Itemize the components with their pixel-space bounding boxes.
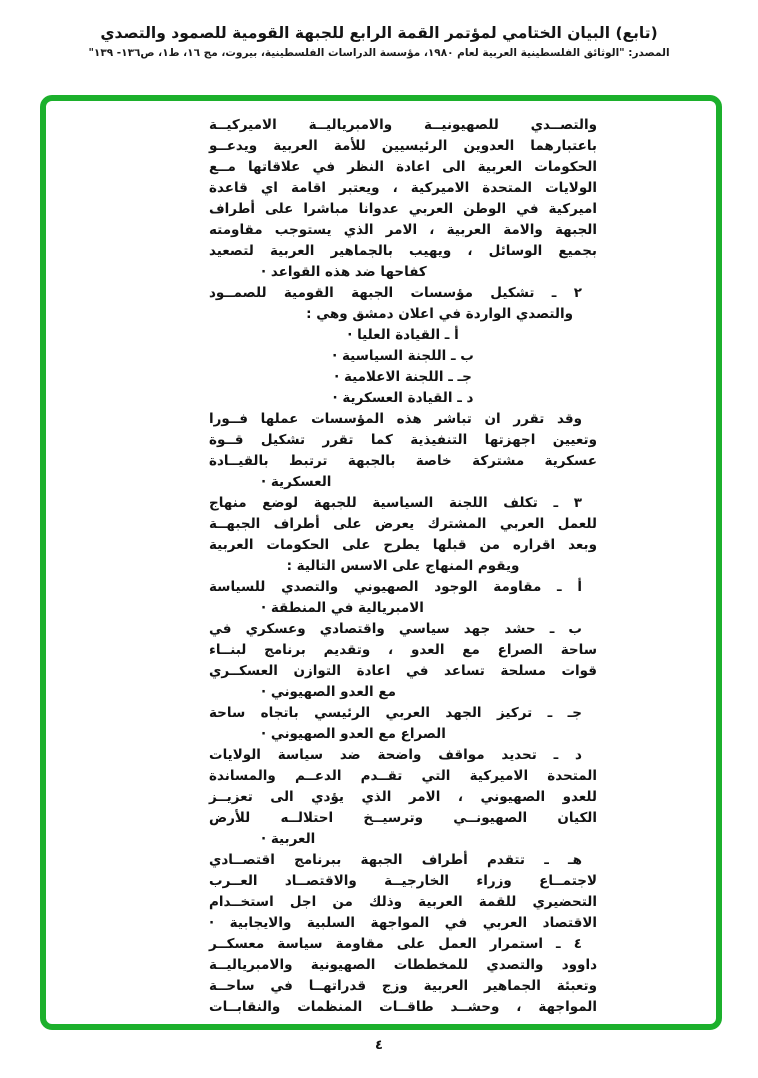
text-line: والتصــدي للصهيونيــة والامبرياليــة الاميركيــة <box>209 117 597 133</box>
text-line: هـ ـ تتقدم أطراف الجبهة ببرنامج اقتصــادي <box>209 852 582 868</box>
document-header <box>0 24 758 59</box>
text-line: للعدو الصهيوني ، الامر الذي يؤدي الى تعزيــز <box>209 789 597 805</box>
text-line: بجميع الوسائل ، ويهيب بالجماهير العربية لتصعيد <box>209 243 597 259</box>
text-line: وقد تقرر ان تباشر هذه المؤسسات عملها فــورا <box>209 411 582 427</box>
text-line: الجبهة والامة العربية ، الامر الذي يستوجب مقاومته <box>209 222 597 238</box>
list-item: جـ ـ اللجنة الاعلامية · <box>334 369 472 385</box>
text-line: كفاحها ضد هذه القواعد · <box>261 264 427 280</box>
page-number: ٤ <box>375 1038 383 1053</box>
text-line: اميركية في الوطن العربي عدوانا مباشرا على أطراف <box>209 201 597 217</box>
text-line: المواجهة ، وحشــد طاقــات المنظمات والنقابــات <box>209 999 597 1015</box>
document-source: المصدر: "الوثائق الفلسطينية العربية لعام ١٩٨٠، مؤسسة الدراسات الفلسطينية، بيروت، مج ١٦، ط١، ص١٣٦- ١٣٩" <box>88 47 670 59</box>
text-line: العربية · <box>261 831 316 847</box>
text-line: باعتبارهما العدوين الرئيسيين للأمة العربية ويدعــو <box>209 138 597 154</box>
text-line: ٤ ـ استمرار العمل على مقاومة سياسة معسكــر <box>209 936 582 952</box>
text-line: الحكومات العربية الى اعادة النظر في علاقاتها مــع <box>209 159 597 175</box>
text-line: الولايات المتحدة الاميركية ، ويعتبر اقامة اي قاعدة <box>209 180 597 196</box>
text-line: الاقتصاد العربي في المواجهة السلبية والايجابية · <box>209 915 597 931</box>
text-line: داوود والتصدي للمخططات الصهيونية والامبرياليــة <box>209 957 597 973</box>
text-line: لاجتمــاع وزراء الخارجيــة والاقتصــاد العــرب <box>209 873 597 889</box>
text-line: للعمل العربي المشترك يعرض على أطراف الجبهــة <box>209 516 597 532</box>
text-line: وتعيين اجهزتها التنفيذية كما تقرر تشكيل قــوة <box>209 432 597 448</box>
text-line: العسكرية · <box>261 474 332 490</box>
text-line: وبعد اقراره من قبلها يطرح على الحكومات العربية <box>209 537 597 553</box>
text-line: الكيان الصهيونــي وترسيــخ احتلالــه للأرض <box>209 810 597 826</box>
list-item: د ـ القيادة العسكرية · <box>332 390 474 406</box>
text-line: وتعبئة الجماهير العربية وزج قدراتهــا في ساحــة <box>209 978 597 994</box>
text-line: الامبريالية في المنطقة · <box>261 600 424 616</box>
text-line: والتصدي الواردة في اعلان دمشق وهي : <box>306 306 573 322</box>
text-line: جـ ـ تركيز الجهد العربي الرئيسي باتجاه ساحة <box>209 705 582 721</box>
text-line: ٢ ـ تشكيل مؤسسات الجبهة القومية للصمــود <box>209 285 582 301</box>
text-line: قوات مسلحة تساعد في اعادة التوازن العسكــري <box>209 663 597 679</box>
text-line: ساحة الصراع مع العدو ، وتقديم برنامج لبنــاء <box>209 642 597 658</box>
text-line: عسكرية مشتركة خاصة بالجبهة ترتبط بالقيــادة <box>209 453 597 469</box>
text-line: ب ـ حشد جهد سياسي واقتصادي وعسكري في <box>209 621 582 637</box>
text-line: ٣ ـ تكلف اللجنة السياسية للجبهة لوضع منهاج <box>209 495 582 511</box>
text-line: المتحدة الاميركية التي تقــدم الدعــم والمساندة <box>209 768 597 784</box>
list-item: أ ـ القيادة العليا · <box>347 327 459 343</box>
text-line: د ـ تحديد مواقف واضحة ضد سياسة الولايات <box>209 747 582 763</box>
text-line: الصراع مع العدو الصهيوني · <box>261 726 446 742</box>
list-item: ب ـ اللجنة السياسية · <box>332 348 474 364</box>
text-line: أ ـ مقاومة الوجود الصهيوني والتصدي للسياسة <box>209 579 582 595</box>
text-line: مع العدو الصهيوني · <box>261 684 396 700</box>
text-line: ويقوم المنهاج على الاسس التالية : <box>286 558 520 574</box>
text-line: التحضيري للقمة العربية وذلك من اجل استخــدام <box>209 894 597 910</box>
document-title: (تابع) البيان الختامي لمؤتمر القمة الرابع للجبهة القومية للصمود والتصدي <box>100 24 658 42</box>
document-body-text <box>209 115 597 1018</box>
